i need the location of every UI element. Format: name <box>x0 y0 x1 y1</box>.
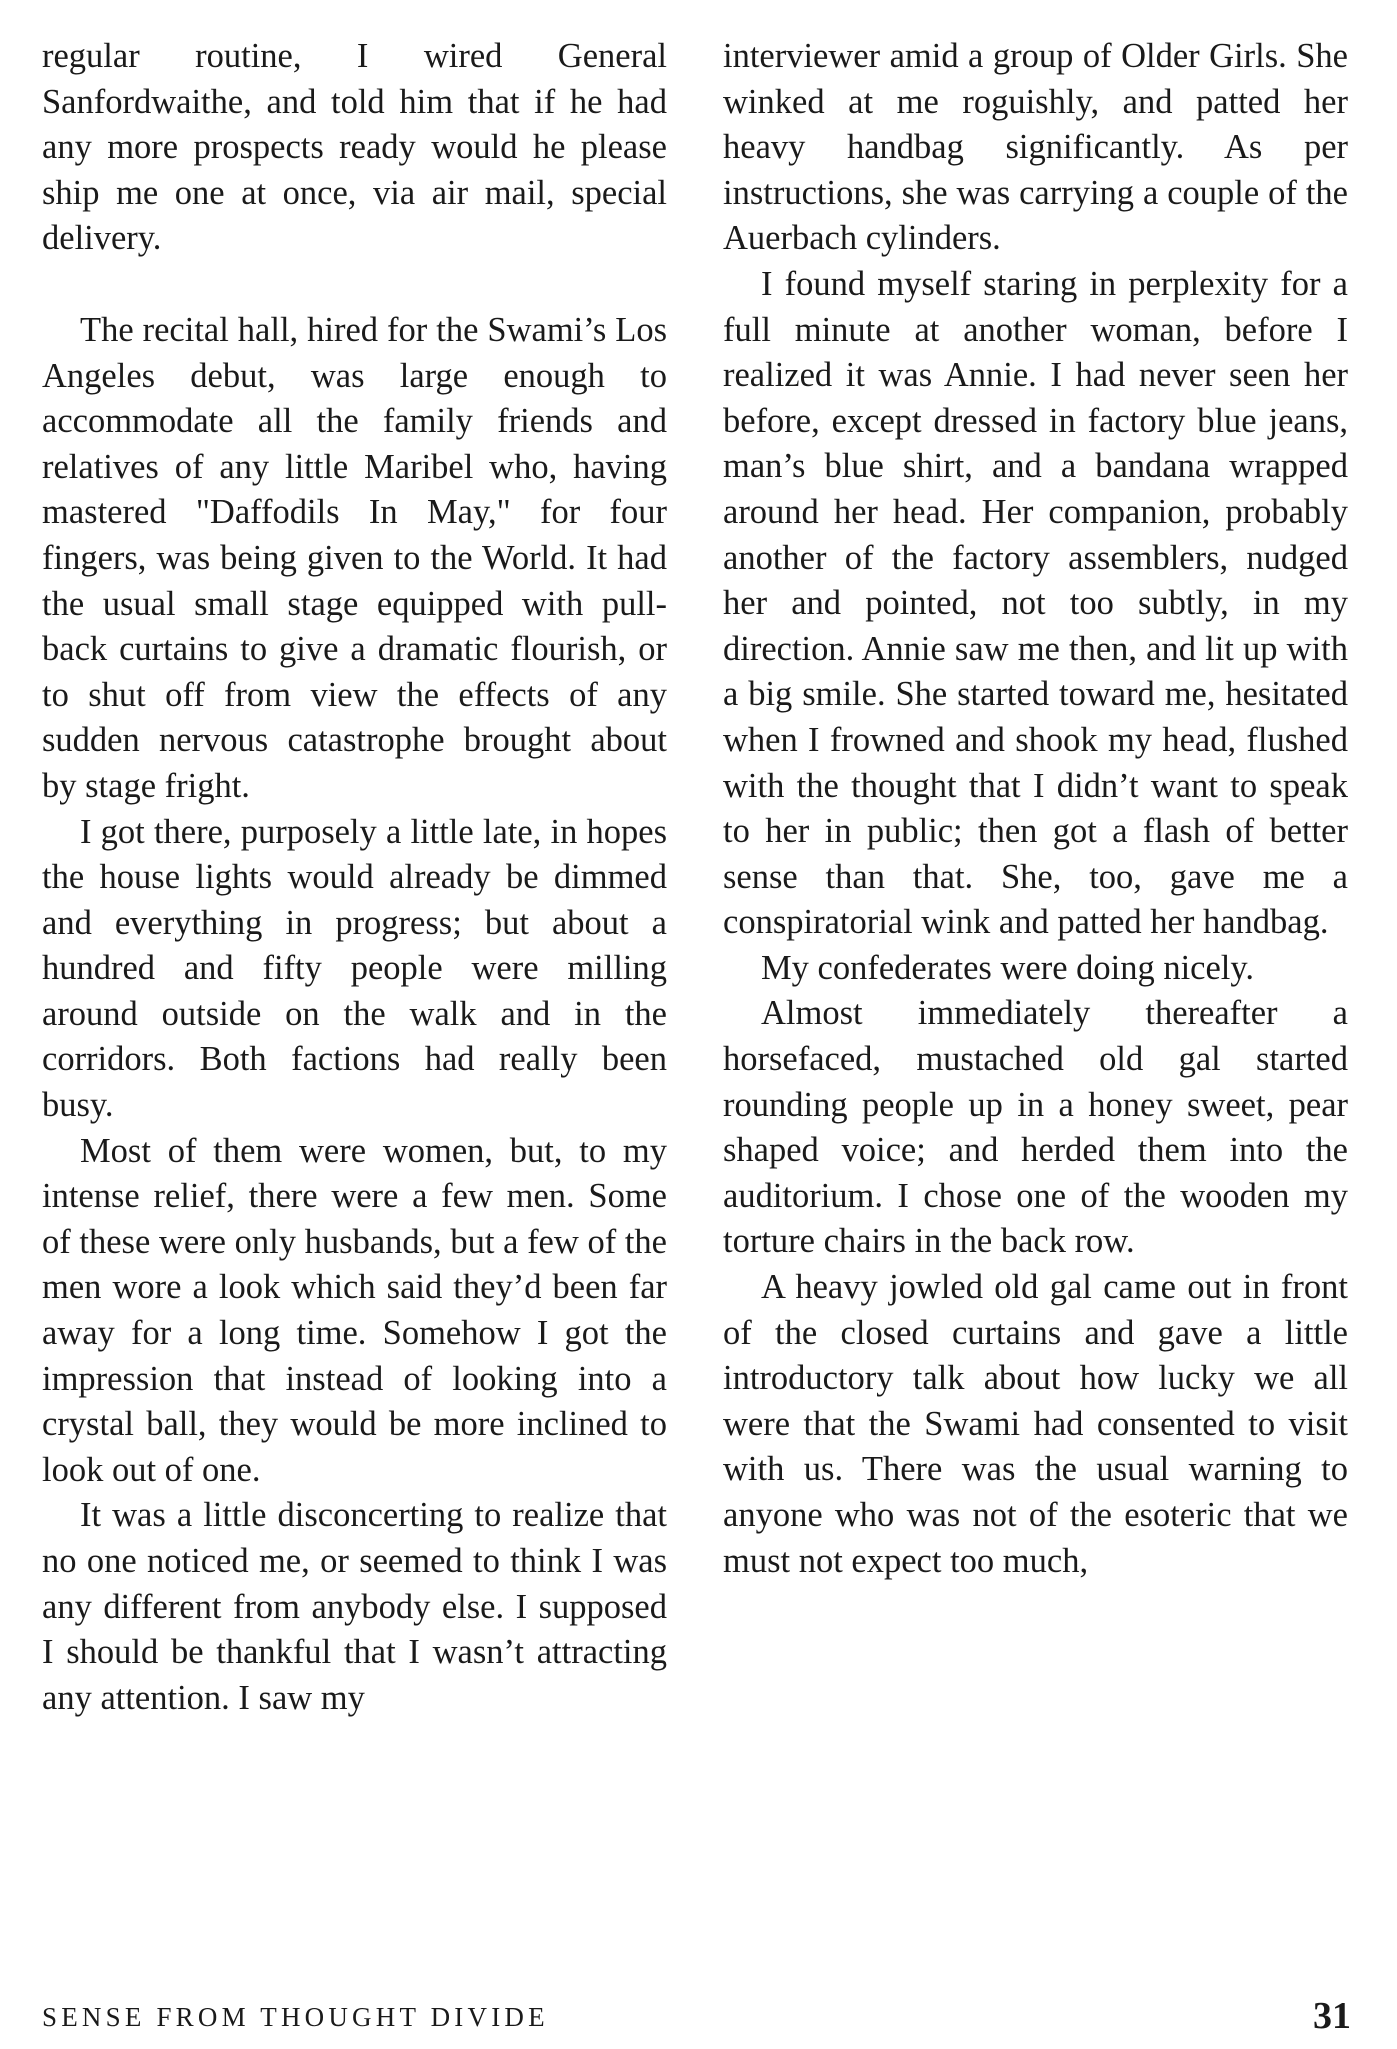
paragraph: It was a little disconcerting to realize that no one noticed me, or seemed to think I was any different from anybody else. I supposed I should be thankful that I wasn’t attracting any attention. I saw my <box>42 1496 667 1717</box>
paragraph: Most of them were women, but, to my intense relief, there were a few men. Some of these were only husbands, but a few of the men wore a look which said they’d been far away for a long time. Somehow I got the impression that instead of looking into a crystal ball, they would be more inclined to look out of one. <box>42 1131 667 1489</box>
running-title: SENSE FROM THOUGHT DIVIDE <box>42 2002 549 2032</box>
left-column <box>42 34 667 1721</box>
paragraph: My confederates were doing nicely. <box>761 948 1255 987</box>
paragraph: Almost immediately thereafter a horsefaced, mustached old gal started rounding people up in a honey sweet, pear shaped voice; and herded them into the auditorium. I chose one of the wooden my torture chairs in the back row. <box>723 994 1348 1261</box>
paragraph: The recital hall, hired for the Swami’s Los Angeles debut, was large enough to accommodate all the family friends and relatives of any little Maribel who, having mastered "Daffodils In May," for four fingers, was being given to the World. It had the usual small stage equipped with pull-back curtains to give a dramatic flourish, or to shut off from view the effects of any sudden nervous catastrophe brought about by stage fright. <box>42 310 667 805</box>
page-number: 31 <box>1313 1995 1351 2037</box>
paragraph: regular routine, I wired General Sanfordwaithe, and told him that if he had any more prospects ready would he please ship me one at once, via air mail, special delivery. <box>42 37 667 258</box>
paragraph: I got there, purposely a little late, in hopes the house lights would already be dimmed and everything in progress; but about a hundred and fifty people were milling around outside on the walk and in the corridors. Both factions had really been busy. <box>42 812 667 1125</box>
paragraph: I found myself staring in perplexity for a full minute at another woman, before I realized it was Annie. I had never seen her before, except dressed in factory blue jeans, man’s blue shirt, and a bandana wrapped around her head. Her companion, probably another of the factory assemblers, nudged her and pointed, not too subtly, in my direction. Annie saw me then, and lit up with a big smile. She started toward me, hesitated when I frowned and shook my head, flushed with the thought that I didn’t want to speak to her in public; then got a flash of better sense than that. She, too, gave me a conspiratorial wink and patted her handbag. <box>723 264 1348 942</box>
right-column <box>723 34 1348 1584</box>
paragraph: interviewer amid a group of Older Girls. She winked at me roguishly, and patted her heavy handbag significantly. As per instructions, she was carrying a couple of the Auerbach cylinders. <box>723 37 1348 258</box>
paragraph: A heavy jowled old gal came out in front of the closed curtains and gave a little introductory talk about how lucky we all were that the Swami had consented to visit with us. There was the usual warning to anyone who was not of the esoteric that we must not expect too much, <box>723 1268 1348 1580</box>
